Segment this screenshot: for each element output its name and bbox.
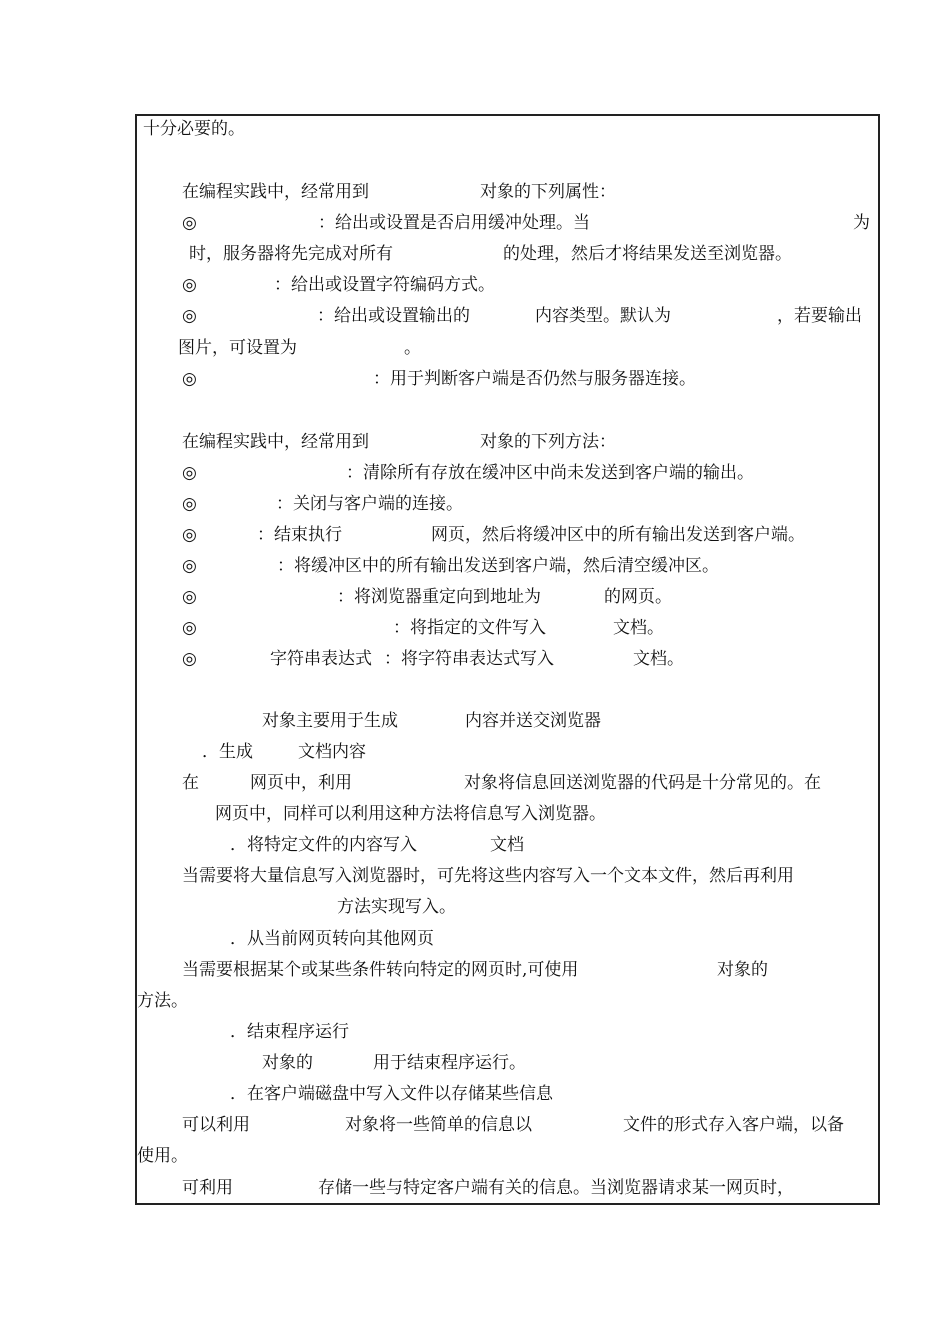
text-line-12-seg-0: ◎ [182, 556, 197, 576]
text-line-1-seg-0: 在编程实践中，经常用到 [182, 182, 369, 202]
text-line-26-seg-0: ．结束程序运行 [230, 1022, 349, 1042]
text-line-12-seg-1: ：将缓冲区中的所有输出发送到客户端，然后清空缓冲区。 [277, 556, 719, 576]
text-line-11-seg-2: 网页，然后将缓冲区中的所有输出发送到客户端。 [431, 525, 805, 545]
text-line-18-seg-2: 对象将信息回送浏览器的代码是十分常见的。在 [464, 773, 821, 793]
text-line-2-seg-1: ：给出或设置是否启用缓冲处理。当 [318, 213, 590, 233]
text-line-25-seg-0: 方法。 [137, 991, 188, 1011]
text-line-17-seg-0: ．生成 [202, 742, 253, 762]
text-line-29-seg-1: 对象将一些简单的信息以 [345, 1115, 532, 1135]
text-line-6-seg-1: 。 [404, 338, 421, 358]
text-line-16-seg-0: 对象主要用于生成 [262, 711, 398, 731]
text-line-14-seg-2: 文档。 [613, 618, 664, 638]
text-line-6-seg-0: 图片，可设置为 [178, 338, 297, 358]
text-line-29-seg-0: 可以利用 [182, 1115, 250, 1135]
text-line-20-seg-1: 文档 [490, 835, 524, 855]
text-line-21-seg-0: 当需要将大量信息写入浏览器时，可先将这些内容写入一个文本文件，然后再利用 [182, 866, 794, 886]
text-line-15-seg-1: 字符串表达式 [270, 649, 372, 669]
text-line-1-seg-1: 对象的下列属性： [480, 182, 616, 202]
text-line-27-seg-0: 对象的 [262, 1053, 313, 1073]
text-line-10-seg-1: ：关闭与客户端的连接。 [276, 494, 463, 514]
text-line-15-seg-2: ：将字符串表达式写入 [384, 649, 554, 669]
text-line-15-seg-3: 文档。 [633, 649, 684, 669]
text-line-14-seg-0: ◎ [182, 618, 197, 638]
text-line-15-seg-0: ◎ [182, 649, 197, 669]
text-line-9-seg-1: ：清除所有存放在缓冲区中尚未发送到客户端的输出。 [346, 463, 754, 483]
text-line-7-seg-1: ：用于判断客户端是否仍然与服务器连接。 [373, 369, 696, 389]
text-line-29-seg-2: 文件的形式存入客户端，以备 [623, 1115, 844, 1135]
text-line-5-seg-1: ：给出或设置输出的 [317, 306, 470, 326]
text-line-18-seg-1: 网页中，利用 [250, 773, 352, 793]
text-line-2-seg-0: ◎ [182, 213, 197, 233]
text-line-11-seg-0: ◎ [182, 525, 197, 545]
text-line-4-seg-1: ：给出或设置字符编码方式。 [274, 275, 495, 295]
text-line-0-seg-0: 十分必要的。 [143, 119, 245, 139]
text-line-24-seg-0: 当需要根据某个或某些条件转向特定的网页时,可使用 [182, 960, 579, 980]
text-line-5-seg-0: ◎ [182, 306, 197, 326]
text-line-16-seg-1: 内容并送交浏览器 [465, 711, 601, 731]
text-line-31-seg-0: 可利用 [182, 1178, 233, 1198]
text-line-22-seg-0: 方法实现写入。 [337, 897, 456, 917]
text-line-8-seg-1: 对象的下列方法： [480, 432, 616, 452]
text-line-3-seg-0: 时，服务器将先完成对所有 [189, 244, 393, 264]
text-line-27-seg-1: 用于结束程序运行。 [373, 1053, 526, 1073]
text-line-2-seg-2: 为 [853, 213, 870, 233]
text-line-10-seg-0: ◎ [182, 494, 197, 514]
text-line-17-seg-1: 文档内容 [298, 742, 366, 762]
text-line-31-seg-1: 存储一些与特定客户端有关的信息。当浏览器请求某一网页时， [318, 1178, 794, 1198]
text-line-13-seg-1: ：将浏览器重定向到地址为 [337, 587, 541, 607]
text-line-5-seg-2: 内容类型。默认为 [535, 306, 671, 326]
text-line-3-seg-1: 的处理，然后才将结果发送至浏览器。 [503, 244, 792, 264]
text-line-7-seg-0: ◎ [182, 369, 197, 389]
text-line-24-seg-1: 对象的 [717, 960, 768, 980]
text-line-23-seg-0: ．从当前网页转向其他网页 [230, 929, 434, 949]
text-line-30-seg-0: 使用。 [137, 1146, 188, 1166]
text-line-9-seg-0: ◎ [182, 463, 197, 483]
text-line-14-seg-1: ：将指定的文件写入 [393, 618, 546, 638]
text-line-4-seg-0: ◎ [182, 275, 197, 295]
text-line-18-seg-0: 在 [182, 773, 199, 793]
text-line-19-seg-0: 网页中，同样可以利用这种方法将信息写入浏览器。 [215, 804, 606, 824]
text-line-13-seg-2: 的网页。 [604, 587, 672, 607]
text-line-5-seg-3: ，若要输出 [777, 306, 862, 326]
text-line-8-seg-0: 在编程实践中，经常用到 [182, 432, 369, 452]
text-line-28-seg-0: ．在客户端磁盘中写入文件以存储某些信息 [230, 1084, 553, 1104]
text-line-11-seg-1: ：结束执行 [257, 525, 342, 545]
text-line-20-seg-0: ．将特定文件的内容写入 [230, 835, 417, 855]
text-line-13-seg-0: ◎ [182, 587, 197, 607]
